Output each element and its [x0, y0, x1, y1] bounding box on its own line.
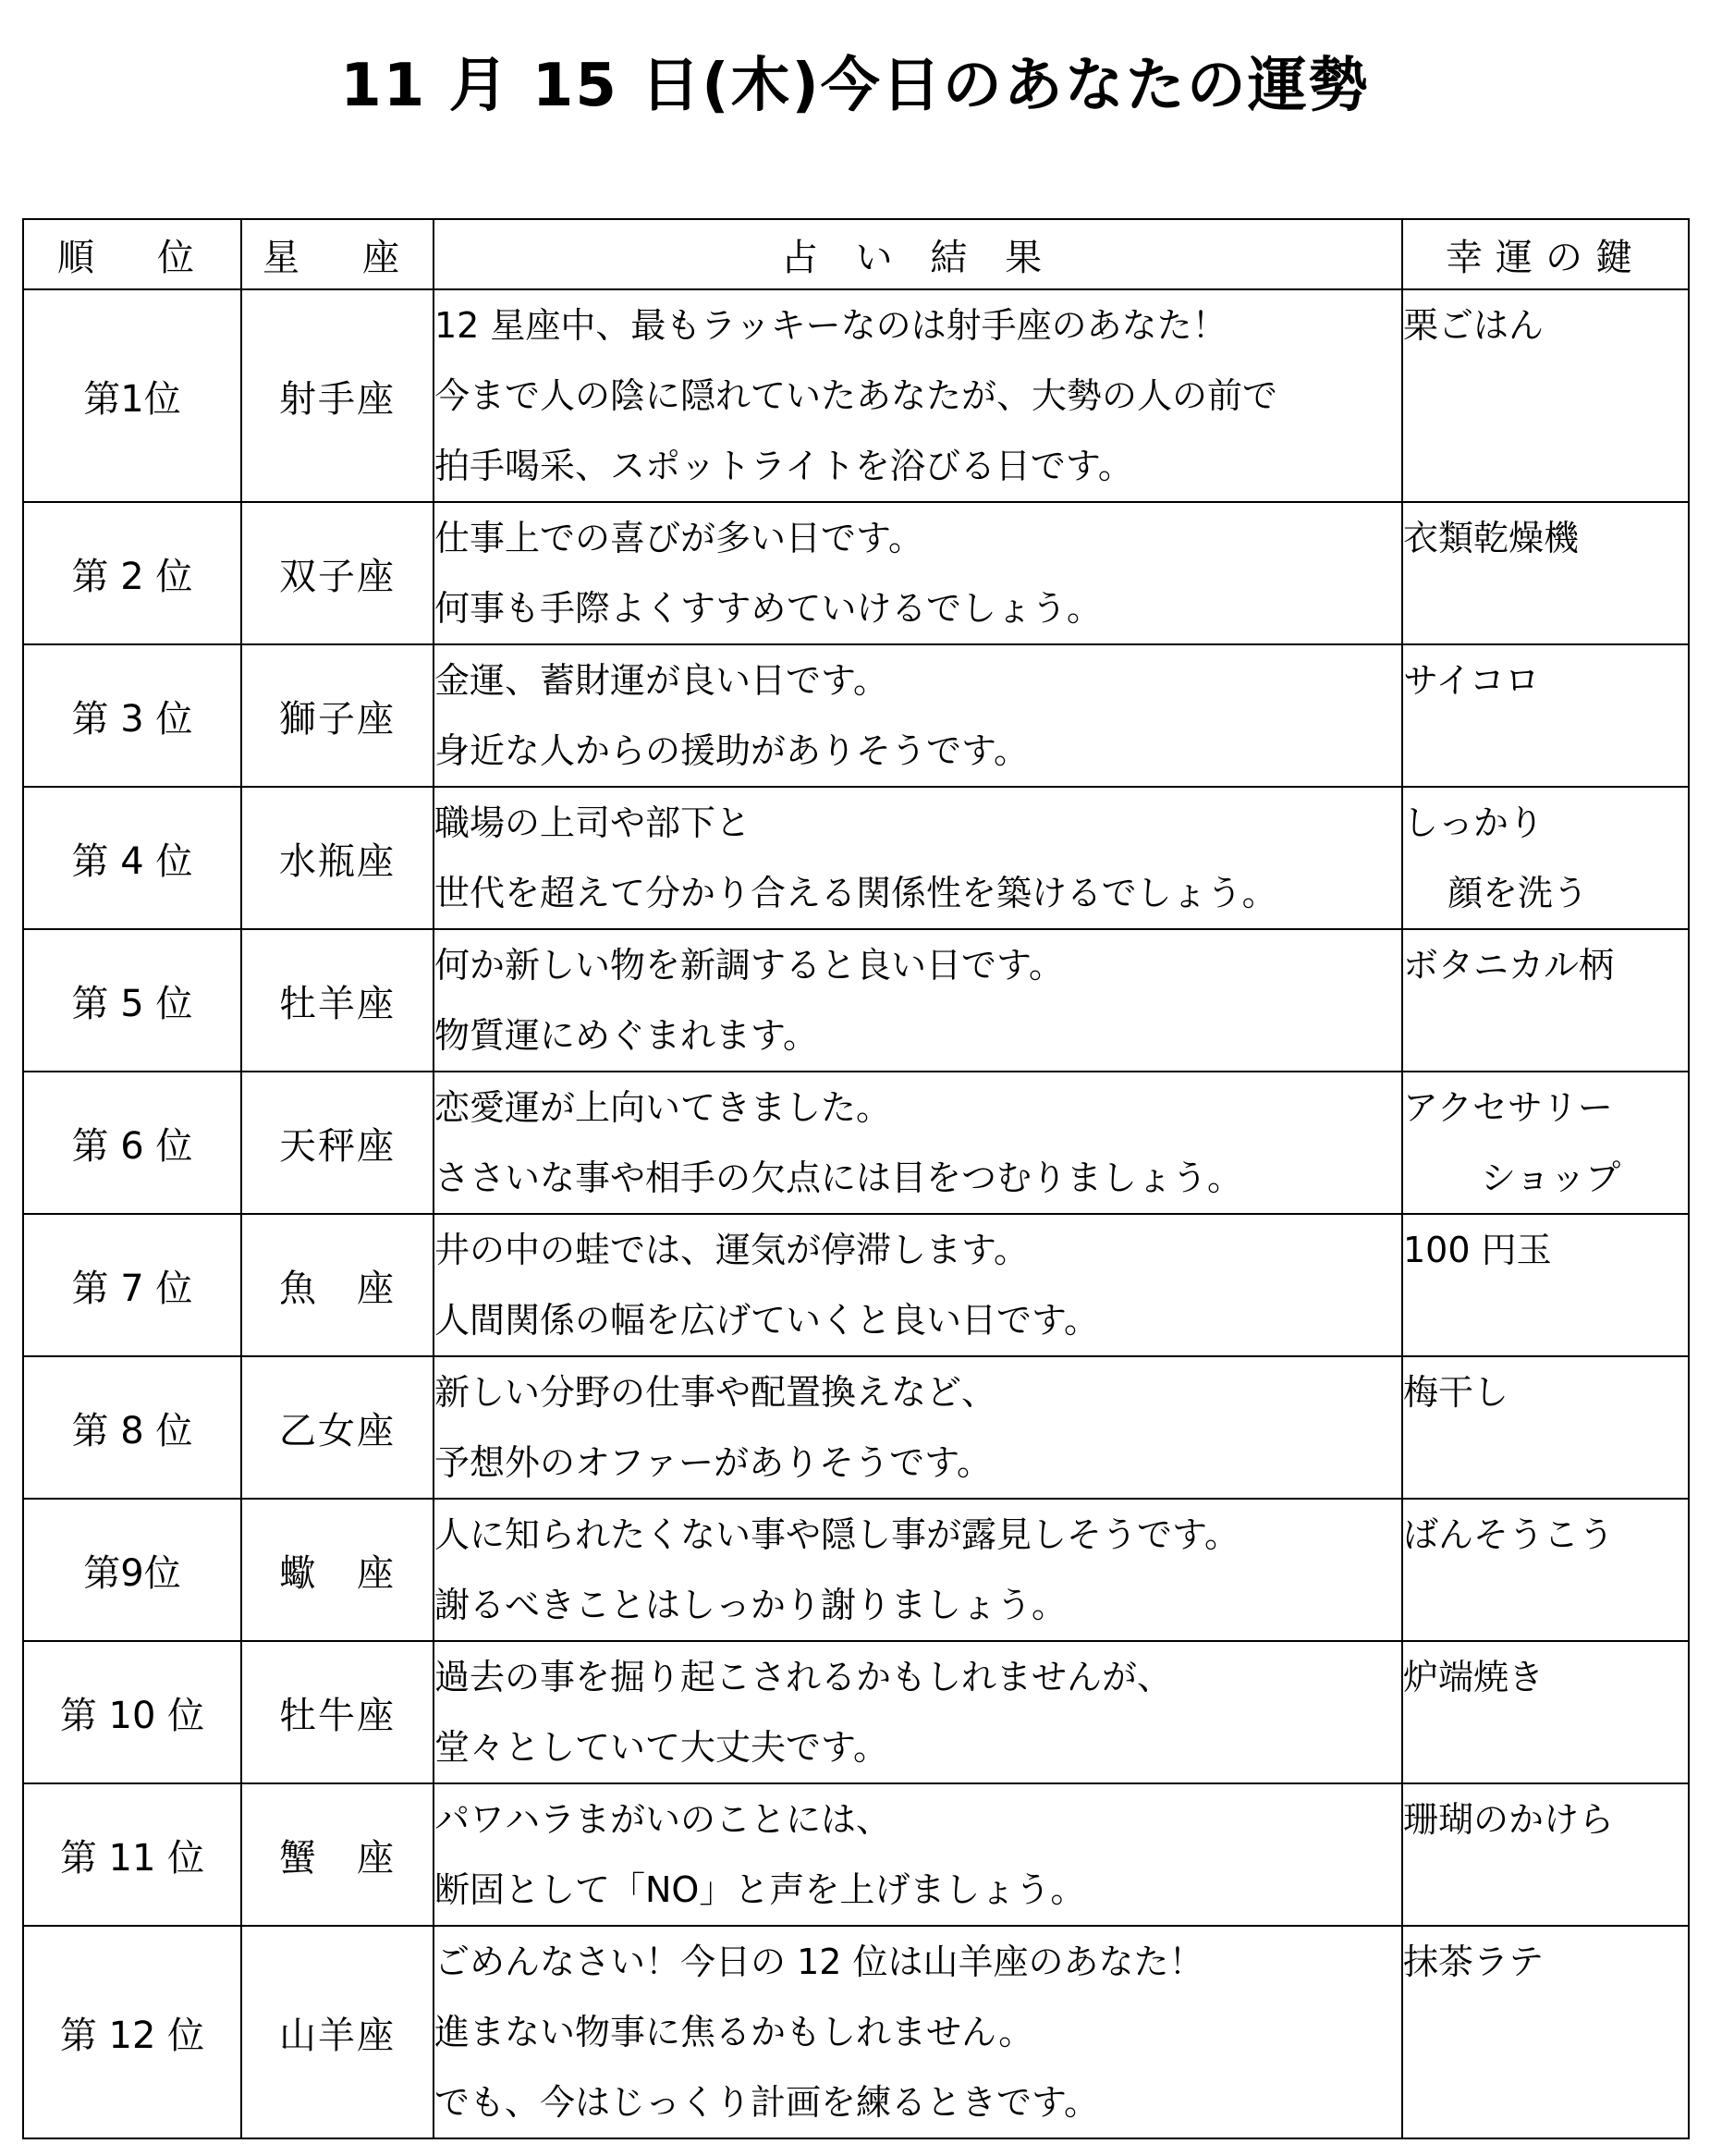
fortune-table: [22, 218, 1690, 2139]
result-line: でも、今はじっくり計画を練るときです。: [434, 2082, 1099, 2123]
result-line: 金運、蓄財運が良い日です。: [434, 660, 888, 701]
rank-cell: 第1位: [23, 289, 241, 502]
sign-cell: 牡羊座: [241, 929, 434, 1072]
lucky-key-cell: [1402, 1214, 1689, 1356]
result-line: ささいな事や相手の欠点には目をつむりましょう。: [434, 1158, 1243, 1198]
result-line: 新しい分野の仕事や配置換えなど、: [434, 1372, 997, 1413]
column-header-result: 占 い 結 果: [434, 219, 1402, 289]
result-cell: [434, 1641, 1402, 1783]
result-line: 恋愛運が上向いてきました。: [434, 1087, 892, 1128]
table-row: [23, 787, 1689, 929]
lucky-key-cell: [1402, 289, 1689, 502]
rank-cell: 第 8 位: [23, 1356, 241, 1499]
result-line: 身近な人からの援助がありそうです。: [434, 730, 1029, 771]
result-line: 人間関係の幅を広げていくと良い日です。: [434, 1300, 1099, 1341]
table-row: [23, 1214, 1689, 1356]
result-line: 断固として「NO」と声を上げましょう。: [434, 1869, 1086, 1910]
table-row: [23, 1356, 1689, 1499]
result-line: 何事も手際よくすすめていけるでしょう。: [434, 588, 1103, 629]
lucky-key-line: 抹茶ラテ: [1403, 1942, 1545, 1982]
lucky-key-line: アクセサリー: [1403, 1087, 1613, 1128]
page-title: 11 月 15 日(木)今日のあなたの運勢: [340, 52, 1370, 120]
result-line: 何か新しい物を新調すると良い日です。: [434, 945, 1064, 986]
lucky-key-cell: [1402, 502, 1689, 644]
lucky-key-cell: [1402, 1499, 1689, 1641]
sign-cell: 獅子座: [241, 644, 434, 787]
sign-cell: 蠍 座: [241, 1499, 434, 1641]
sign-cell: 魚 座: [241, 1214, 434, 1356]
rank-cell: 第 7 位: [23, 1214, 241, 1356]
result-cell: [434, 289, 1402, 502]
column-header-lucky-key: 幸運の鍵: [1402, 219, 1689, 289]
sign-cell: 水瓶座: [241, 787, 434, 929]
sign-cell: 双子座: [241, 502, 434, 644]
table-row: [23, 1926, 1689, 2138]
sign-cell: 山羊座: [241, 1926, 434, 2138]
table-row: [23, 644, 1689, 787]
result-line: 過去の事を掘り起こされるかもしれませんが、: [434, 1657, 1173, 1697]
lucky-key-cell: [1402, 1356, 1689, 1499]
table-row: [23, 1783, 1689, 1926]
result-line: 仕事上での喜びが多い日です。: [434, 518, 923, 558]
sign-cell: 乙女座: [241, 1356, 434, 1499]
result-cell: [434, 787, 1402, 929]
result-cell: [434, 929, 1402, 1072]
result-cell: [434, 1072, 1402, 1214]
result-line: 今まで人の陰に隠れていたあなたが、大勢の人の前で: [434, 375, 1278, 416]
result-line: 予想外のオファーがありそうです。: [434, 1442, 993, 1483]
sign-cell: 牡牛座: [241, 1641, 434, 1783]
result-line: 井の中の蛙では、運気が停滞します。: [434, 1230, 1029, 1270]
lucky-key-line: ボタニカル柄: [1403, 945, 1615, 986]
lucky-key-line: 梅干し: [1403, 1372, 1509, 1413]
result-line: パワハラまがいのことには、: [434, 1799, 892, 1840]
result-cell: [434, 644, 1402, 787]
column-header-rank: 順 位: [23, 219, 241, 289]
result-cell: [434, 1499, 1402, 1641]
rank-cell: 第 12 位: [23, 1926, 241, 2138]
lucky-key-cell: [1402, 1783, 1689, 1926]
result-line: 謝るべきことはしっかり謝りましょう。: [434, 1585, 1068, 1625]
lucky-key-line: 顔を洗う: [1447, 873, 1589, 913]
result-line: 人に知られたくない事や隠し事が露見しそうです。: [434, 1514, 1240, 1555]
result-cell: [434, 1214, 1402, 1356]
lucky-key-line: ばんそうこう: [1403, 1514, 1615, 1555]
result-line: 進まない物事に焦るかもしれません。: [434, 2012, 1034, 2052]
sign-cell: 天秤座: [241, 1072, 434, 1214]
table-row: [23, 929, 1689, 1072]
sign-cell: 蟹 座: [241, 1783, 434, 1926]
lucky-key-line: サイコロ: [1403, 660, 1540, 701]
lucky-key-cell: [1402, 1072, 1689, 1214]
table-header-row: [23, 219, 1689, 289]
column-header-sign: 星 座: [241, 219, 434, 289]
lucky-key-line: ショップ: [1481, 1158, 1621, 1198]
rank-cell: 第 5 位: [23, 929, 241, 1072]
result-cell: [434, 1783, 1402, 1926]
lucky-key-line: しっかり: [1403, 802, 1545, 843]
rank-cell: 第 11 位: [23, 1783, 241, 1926]
lucky-key-cell: [1402, 1641, 1689, 1783]
lucky-key-cell: [1402, 787, 1689, 929]
result-cell: [434, 1356, 1402, 1499]
table-row: [23, 289, 1689, 502]
lucky-key-cell: [1402, 644, 1689, 787]
result-line: 堂々としていて大丈夫です。: [434, 1727, 888, 1768]
lucky-key-line: 栗ごはん: [1403, 305, 1545, 346]
lucky-key-cell: [1402, 929, 1689, 1072]
sign-cell: 射手座: [241, 289, 434, 502]
result-cell: [434, 1926, 1402, 2138]
table-row: [23, 502, 1689, 644]
result-cell: [434, 502, 1402, 644]
lucky-key-cell: [1402, 1926, 1689, 2138]
result-line: ごめんなさい！今日の 12 位は山羊座のあなた！: [434, 1942, 1204, 1982]
rank-cell: 第 3 位: [23, 644, 241, 787]
lucky-key-line: 衣類乾燥機: [1403, 518, 1580, 558]
lucky-key-line: 100 円玉: [1403, 1230, 1552, 1270]
result-line: 拍手喝采、スポットライトを浴びる日です。: [434, 446, 1133, 486]
table-row: [23, 1072, 1689, 1214]
result-line: 12 星座中、最もラッキーなのは射手座のあなた！: [434, 305, 1228, 346]
rank-cell: 第9位: [23, 1499, 241, 1641]
rank-cell: 第 2 位: [23, 502, 241, 644]
rank-cell: 第 6 位: [23, 1072, 241, 1214]
lucky-key-line: 炉端焼き: [1403, 1657, 1545, 1697]
table-row: [23, 1499, 1689, 1641]
rank-cell: 第 4 位: [23, 787, 241, 929]
result-line: 世代を超えて分かり合える関係性を築けるでしょう。: [434, 873, 1277, 913]
result-line: 職場の上司や部下と: [434, 802, 751, 843]
rank-cell: 第 10 位: [23, 1641, 241, 1783]
result-line: 物質運にめぐまれます。: [434, 1015, 818, 1056]
lucky-key-line: 珊瑚のかけら: [1403, 1799, 1615, 1840]
table-row: [23, 1641, 1689, 1783]
